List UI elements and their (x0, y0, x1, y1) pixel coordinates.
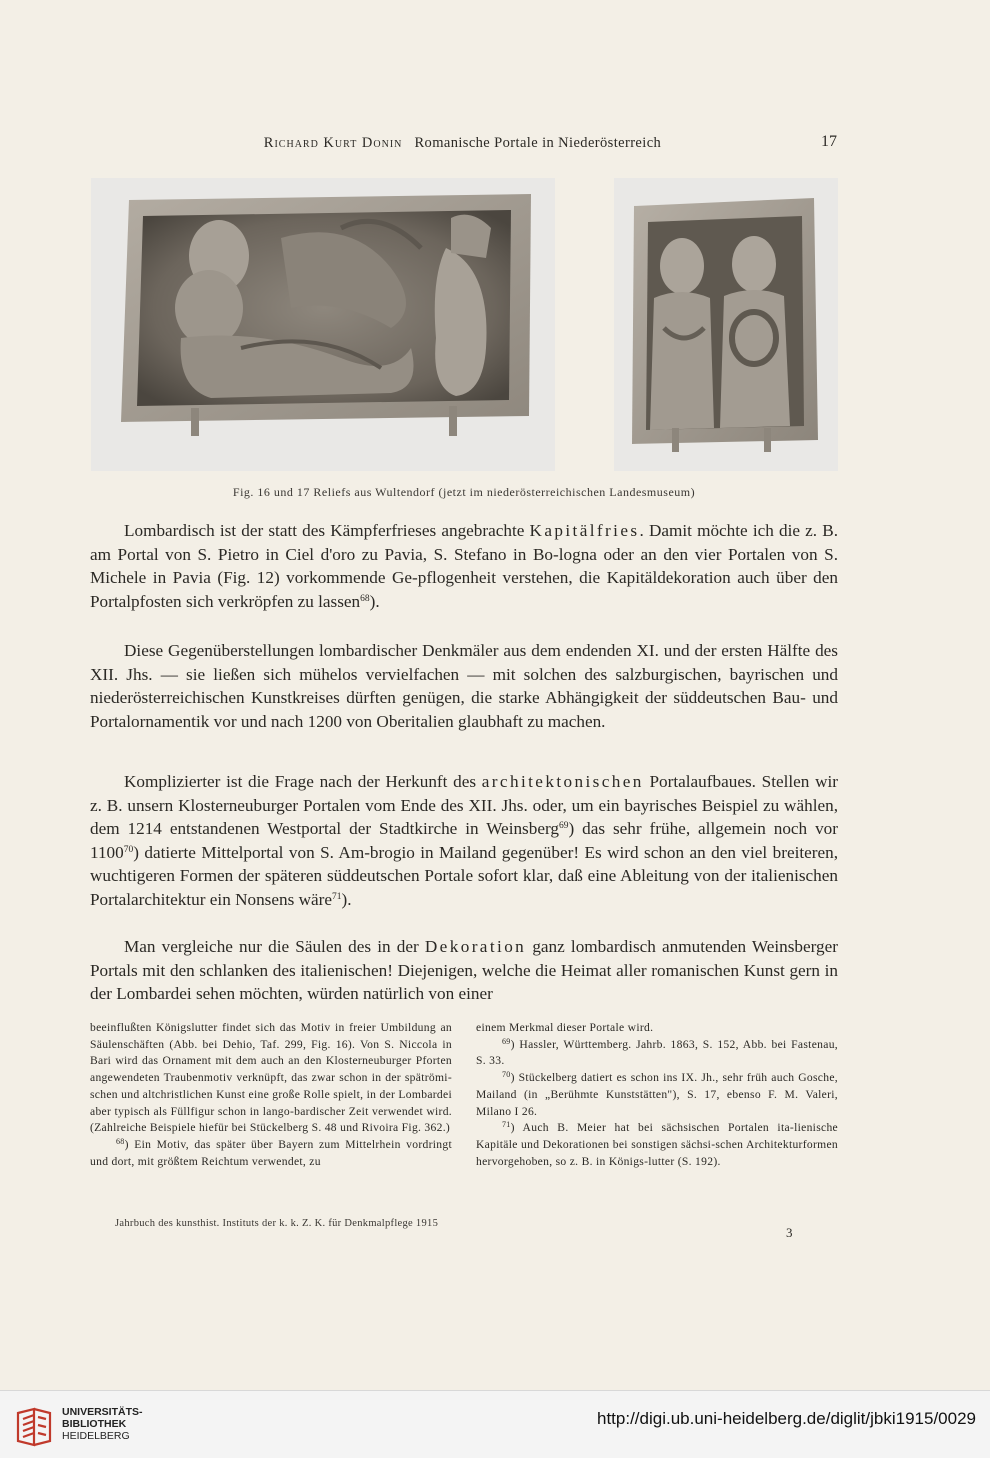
library-name-line-3: HEIDELBERG (62, 1430, 130, 1442)
university-library-logo-icon (12, 1405, 56, 1449)
footnote-68-number: 68 (116, 1136, 125, 1146)
figure-caption: Fig. 16 und 17 Reliefs aus Wultendorf (jetzt im niederösterreichischen Landesmuseum) (232, 485, 696, 499)
footnote-71-text: ) Auch B. Meier hat bei sächsischen Portalen ita-lienische Kapitäle und Dekorationen bei sonstigen sächsi-schen Architekturformen hervorgehoben, so z. B. in Königs-lutter (S. 192). (476, 1121, 838, 1168)
library-name-line-2: BIBLIOTHEK (62, 1418, 127, 1430)
paragraph-3-text-a: Komplizierter ist die Frage nach der Herkunft des (124, 772, 482, 791)
footnote-ref-69: 69 (558, 821, 569, 832)
library-name (62, 1406, 143, 1442)
paragraph-3-emphasis: architektonischen (481, 772, 644, 791)
footnote-ref-70: 70 (123, 844, 134, 855)
relief-17-illustration (614, 178, 838, 471)
library-name-line-1: UNIVERSITÄTS- (62, 1406, 143, 1418)
paragraph-1-text-a: Lombardisch ist der statt des Kämpferfrieses angebrachte (124, 521, 530, 540)
running-head (90, 135, 835, 152)
footnote-67-continuation: beeinflußten Königslutter findet sich das Motiv in freier Umbildung an Säulenschäften (Abb. bei Dehio, Taf. 299, Fig. 16). Von S. Niccola in Bari wird das Ornament mit dem auch an den Klosterneuburger Pforten angewendeten Traubenmotiv verknüpft, das zwar schon in der spätrömi-schen und altchristlichen Kunst eine große Rolle spielt, in der Lombardei aber typisch als Füllfigur schon in lango-bardischer Zeit verwendet wird. (Zahlreiche Beispiele hiefür bei Stückelberg S. 48 und Rivoira Fig. 362.) (90, 1021, 452, 1135)
figure-17-relief-photo (614, 178, 838, 471)
footnote-68-continuation: einem Merkmal dieser Portale wird. (476, 1021, 654, 1034)
footnote-ref-71: 71 (331, 891, 342, 902)
paragraph-2-text: Diese Gegenüberstellungen lombardischer Denkmäler aus dem endenden XI. und der ersten Hälfte des XII. Jhs. — sie ließen sich mühelos vervielfachen — mit solchen des salzburgischen, bayrischen und niederösterreichischen Kunstkreises dürften genügen, die starke Abhängigkeit der süddeutschen Bau- und Portalornamentik vor und nach 1200 von Oberitalien glaubhaft zu machen. (90, 641, 838, 731)
library-footer (0, 1390, 990, 1458)
paragraph-1 (90, 519, 838, 613)
paragraph-4-text-a: Man vergleiche nur die Säulen des in der (124, 937, 425, 956)
relief-16-illustration (91, 178, 555, 471)
paragraph-3 (90, 770, 838, 912)
footnote-69 (476, 1037, 838, 1070)
paragraph-3-text-b: Portalaufbaues. Stellen wir z. B. unsern Klosterneuburger Portalen vom Ende des XII. Jhs. oder, um ein bayrisches Beispiel zu wählen, dem 1214 entstandenen Westportal der Stadtkirche in Weinsberg (90, 772, 838, 839)
paragraph-3-text-e: ). (341, 889, 352, 909)
paragraph-3-text-d: ) datierte Mittelportal von S. Am-brogio in Mailand gegenüber! Es wird schon an den viel breiteren, wuchtigeren Formen der späteren süddeutschen Portale sofort klar, daß eine Ableitung von der italienischen Portalarchitektur ein Nonsens wäre (90, 842, 838, 909)
footnote-69-number: 69 (502, 1036, 511, 1046)
footnote-71 (476, 1120, 838, 1170)
page-number: 17 (821, 133, 837, 150)
paragraph-1-text-c: ). (369, 591, 380, 611)
figure-16-relief-photo (91, 178, 555, 471)
paragraph-3-text-c: ) das sehr frühe, allgemein noch vor 1100 (90, 819, 838, 862)
footnote-69-text: ) Hassler, Württemberg. Jahrb. 1863, S. 152, Abb. bei Fastenau, S. 33. (476, 1037, 838, 1068)
permalink-url[interactable]: http://digi.ub.uni-heidelberg.de/diglit/jbki1915/0029 (597, 1409, 976, 1428)
footnote-ref-68: 68 (360, 593, 370, 604)
paragraph-4 (90, 935, 838, 1006)
footnote-68 (90, 1137, 452, 1170)
paragraph-1-text-b: . Damit möchte ich die z. B. am Portal von S. Pietro in Ciel d'oro zu Pavia, S. Stefano in Bo-logna oder an den vier Portalen von S. Michele in Pavia (Fig. 12) vorkommende Ge-pflogenheit verstehen, die Kapitäldekoration auch über den Portalpfosten sich verkröpfen zu lassen (90, 521, 839, 611)
running-head-title: Romanische Portale in Niederösterreich (414, 135, 662, 151)
footnote-68-text: ) Ein Motiv, das später über Bayern zum Mittelrhein vordringt und dort, mit größtem Reichtum verwendet, zu (90, 1137, 452, 1168)
footnote-70-text: ) Stückelberg datiert es schon ins IX. Jh., sehr früh auch Gosche, Mailand (in „Berühmte Kunststätten"), S. 17, ebenso F. M. Valeri, Milano I 26. (476, 1071, 838, 1118)
footnote-70-number: 70 (502, 1070, 511, 1080)
footnote-70 (476, 1070, 838, 1120)
paragraph-1-emphasis: Kapitälfries (529, 521, 640, 540)
sheet-signature: 3 (786, 1225, 793, 1240)
paragraph-4-emphasis: Dekoration (424, 937, 527, 956)
running-head-author: Richard Kurt Donin (263, 135, 403, 151)
footnotes-left-column (90, 1020, 452, 1170)
footnotes-right-column (476, 1020, 838, 1170)
paragraph-2 (90, 639, 838, 733)
paragraph-4-text-b: ganz lombardisch anmutenden Weinsberger Portals mit den schlanken des italienischen! Diejenigen, welche die Heimat aller romanischen Kunst gern in der Lombardei sehen möchten, würden natürlich von einer (90, 937, 838, 1004)
footnote-71-number: 71 (502, 1120, 511, 1130)
journal-line: Jahrbuch des kunsthist. Instituts der k. k. Z. K. für Denkmalpflege 1915 (115, 1218, 439, 1229)
